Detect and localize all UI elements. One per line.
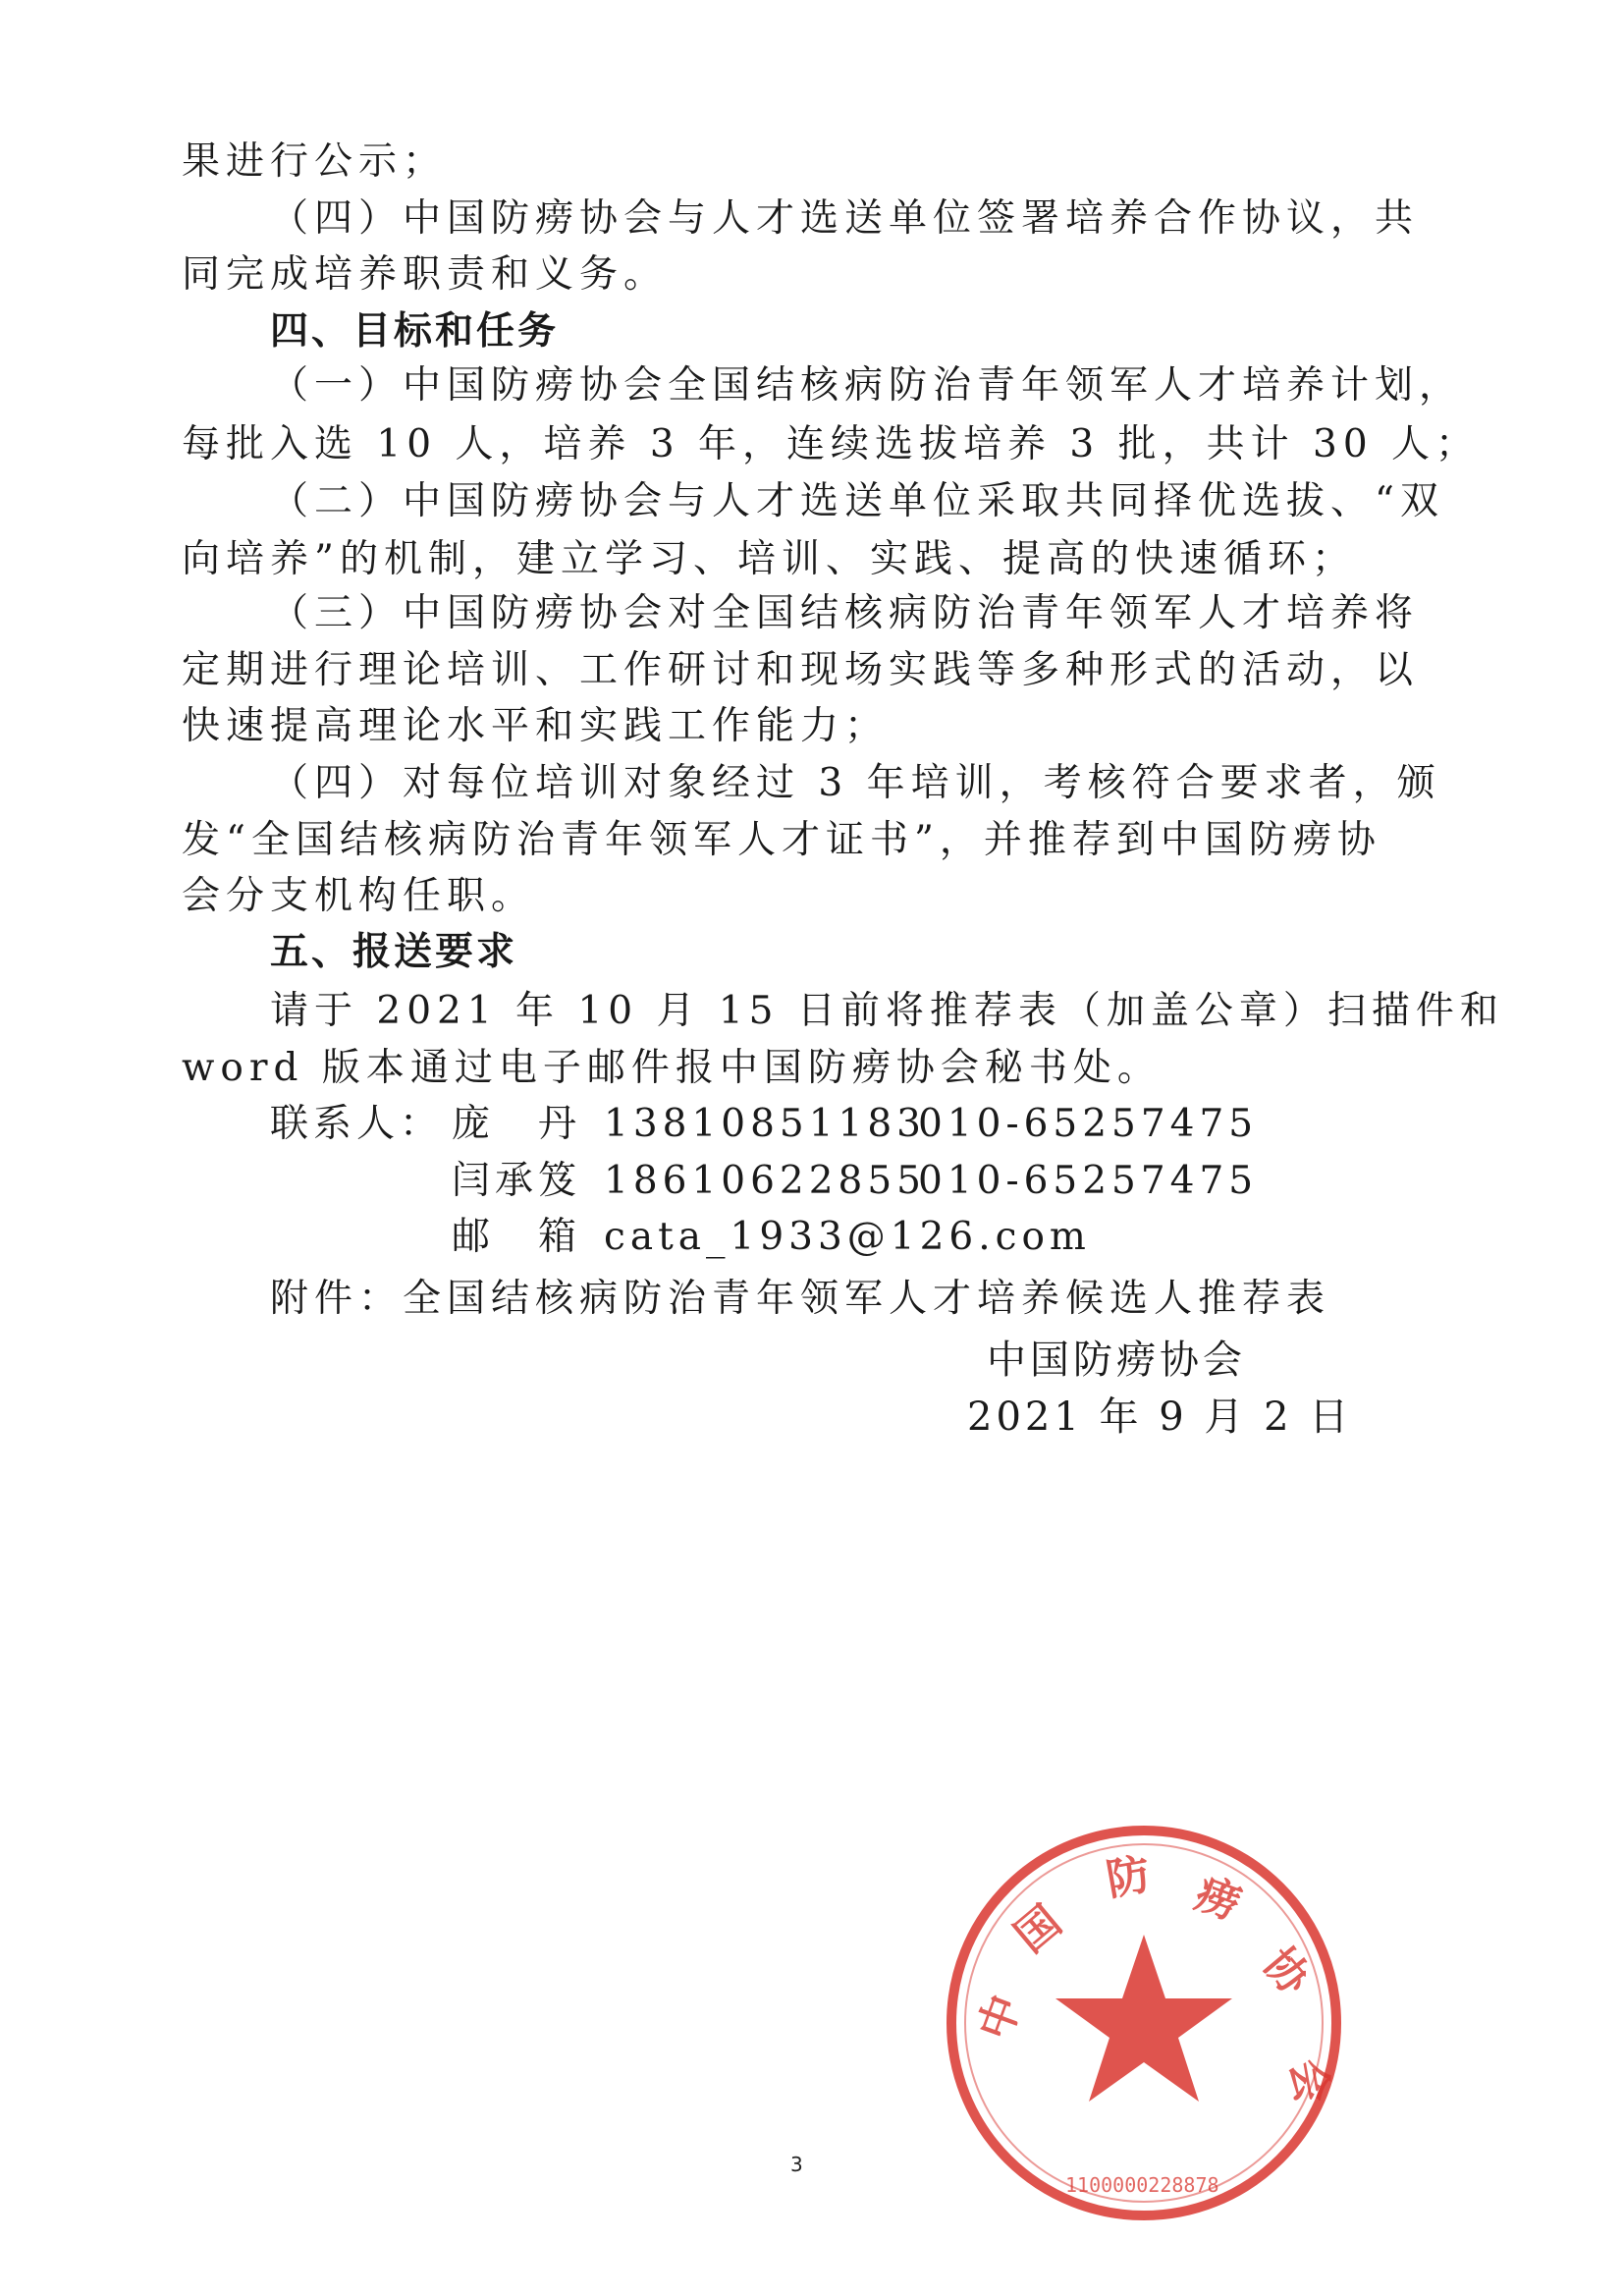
contact-phone: 010-65257475 (918, 1159, 1259, 1203)
svg-text:防: 防 (1103, 1848, 1155, 1906)
contact-mobile: 13810851183 (604, 1102, 926, 1146)
paragraph-line: （三）中国防痨协会对全国结核病防治青年领军人才培养将 (270, 591, 1420, 635)
paragraph-line: 每批入选 10 人，培养 3 年，连续选拔培养 3 批，共计 30 人； (182, 422, 1481, 466)
svg-text:协: 协 (1253, 1939, 1320, 2004)
signature-organization: 中国防痨协会 (987, 1338, 1246, 1383)
paragraph-line: 发“全国结核病防治青年领军人才证书”，并推荐到中国防痨协 (182, 818, 1381, 862)
paragraph-line: 向培养”的机制，建立学习、培训、实践、提高的快速循环； (182, 537, 1356, 581)
page-number: 3 (790, 2153, 803, 2176)
paragraph-line: 会分支机构任职。 (182, 874, 536, 918)
paragraph-line: （二）中国防痨协会与人才选送单位采取共同择优选拔、“双 (270, 479, 1444, 523)
official-seal-stamp (938, 1817, 1350, 2229)
contact-row (270, 1102, 1259, 1146)
svg-text:痨: 痨 (1189, 1868, 1248, 1931)
paragraph-line: 请于 2021 年 10 月 15 日前将推荐表（加盖公章）扫描件和 (270, 989, 1504, 1033)
svg-text:1100000228878: 1100000228878 (1065, 2173, 1219, 2197)
contact-phone: 010-65257475 (918, 1102, 1259, 1146)
email-row (452, 1215, 1091, 1259)
paragraph-line: （四）对每位培训对象经过 3 年培训，考核符合要求者，颁 (270, 761, 1441, 805)
attachment-line: 附件：全国结核病防治青年领军人才培养候选人推荐表 (270, 1277, 1331, 1321)
paragraph-line: word 版本通过电子邮件报中国防痨协会秘书处。 (182, 1046, 1162, 1090)
paragraph-line: 快速提高理论水平和实践工作能力； (182, 704, 890, 748)
svg-text:国: 国 (1005, 1896, 1071, 1963)
section-heading: 四、目标和任务 (270, 309, 560, 354)
section-heading: 五、报送要求 (270, 930, 518, 974)
paragraph-line: （四）中国防痨协会与人才选送单位签署培养合作协议，共 (270, 196, 1420, 241)
paragraph-line: 定期进行理论培训、工作研讨和现场实践等多种形式的活动，以 (182, 648, 1420, 692)
paragraph-line: 同完成培养职责和义务。 (182, 252, 669, 297)
contact-label: 联系人： (270, 1102, 444, 1146)
svg-text:会: 会 (1280, 2055, 1338, 2107)
contact-mobile: 18610622855 (604, 1159, 926, 1203)
email-label: 邮 箱 (452, 1215, 582, 1259)
contact-name: 闫承笈 (452, 1159, 582, 1203)
signature-date: 2021 年 9 月 2 日 (967, 1394, 1353, 1440)
contact-row (452, 1159, 1259, 1203)
svg-text:中: 中 (969, 1988, 1032, 2047)
paragraph-line: （一）中国防痨协会全国结核病防治青年领军人才培养计划， (270, 363, 1464, 408)
paragraph-line: 果进行公示； (182, 139, 448, 184)
contact-name: 庞 丹 (452, 1102, 582, 1146)
email-address: cata_1933@126.com (604, 1215, 1091, 1259)
